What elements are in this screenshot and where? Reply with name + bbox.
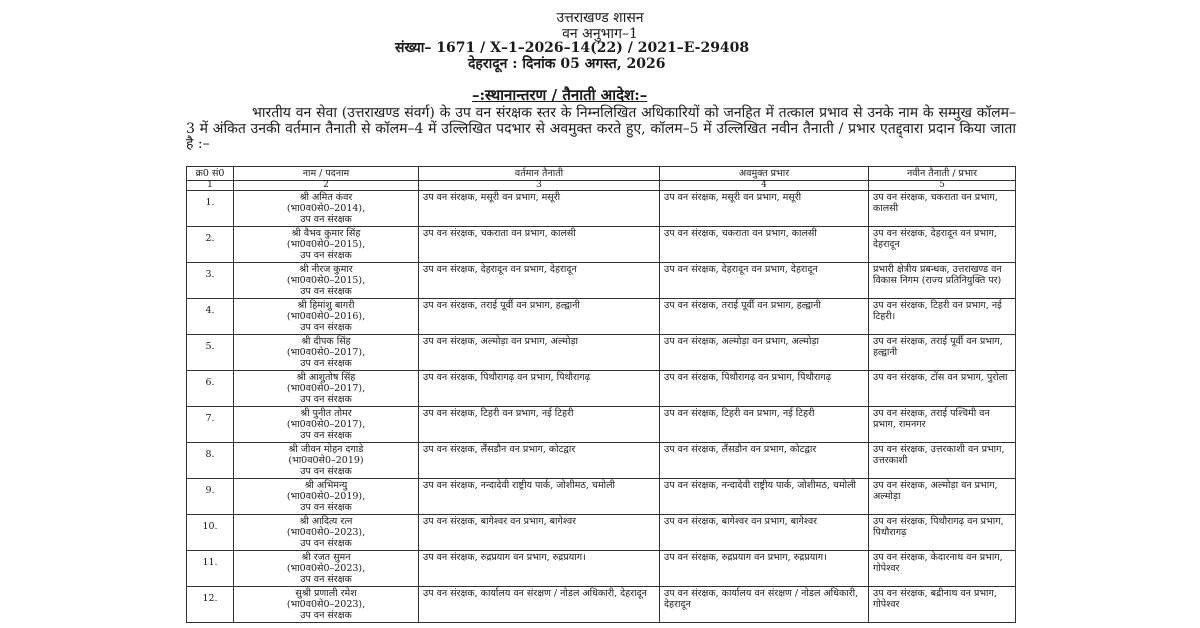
reference-number: संख्या– 1671 / X–1–2026–14(22) / 2021–E-29408 (395, 40, 750, 56)
new-posting: उप वन संरक्षक, पिथौरागढ़ वन प्रभाग, पिथौरागढ़ (869, 515, 1016, 551)
new-posting: प्रभारी क्षेत्रीय प्रबन्धक, उत्तराखण्ड वन विकास निगम (राज्य प्रतिनियुक्ति पर) (869, 263, 1016, 299)
officer-cell (234, 263, 419, 299)
relieved-charge: उप वन संरक्षक, बागेश्वर वन प्रभाग, बागेश्वर (660, 515, 869, 551)
new-posting: उप वन संरक्षक, टिहरी वन प्रभाग, नई टिहरी। (869, 299, 1016, 335)
order-title: –:स्थानान्तरण / तैनाती आदेश:– (472, 86, 648, 104)
officer-batch: (भा0व0से0–2017), (286, 419, 366, 430)
col-header-sn: क्र0 सं0 (187, 167, 234, 181)
row-serial: 12. (187, 587, 234, 623)
officer-name: श्री पुनीत तोमर (300, 408, 352, 419)
officer-batch: (भा0व0से0–2017), (286, 383, 366, 394)
officer-post: उप वन संरक्षक (300, 430, 352, 441)
row-serial: 4. (187, 299, 234, 335)
date-line: देहरादून : दिनांक 05 अगस्त, 2026 (468, 56, 666, 72)
row-serial: 6. (187, 371, 234, 407)
officer-batch: (भा0व0से0–2015), (286, 275, 366, 286)
officer-post: उप वन संरक्षक (300, 250, 352, 261)
new-posting: उप वन संरक्षक, बद्रीनाथ वन प्रभाग, गोपेश्वर (869, 587, 1016, 623)
officer-post: उप वन संरक्षक (300, 574, 352, 585)
current-posting: उप वन संरक्षक, चकराता वन प्रभाग, कालसी (419, 227, 660, 263)
current-posting: उप वन संरक्षक, पिथौरागढ़ वन प्रभाग, पिथौरागढ़ (419, 371, 660, 407)
new-posting: उप वन संरक्षक, अल्मोड़ा वन प्रभाग, अल्मोड़ा (869, 479, 1016, 515)
table-row (187, 191, 1016, 227)
new-posting: उप वन संरक्षक, चकराता वन प्रभाग, कालसी (869, 191, 1016, 227)
current-posting: उप वन संरक्षक, लैंसडौन वन प्रभाग, कोटद्वार (419, 443, 660, 479)
officer-name: श्री आदित्य रत्न (299, 516, 353, 527)
officer-batch: (भा0व0से0–2014), (286, 203, 366, 214)
officer-cell (234, 443, 419, 479)
current-posting: उप वन संरक्षक, कार्यालय वन संरक्षण / नोडल अधिकारी, देहरादून (419, 587, 660, 623)
officer-cell (234, 515, 419, 551)
new-posting: उप वन संरक्षक, तराई पूर्वी वन प्रभाग, हल्द्वानी (869, 335, 1016, 371)
relieved-charge: उप वन संरक्षक, पिथौरागढ़ वन प्रभाग, पिथौरागढ़ (660, 371, 869, 407)
relieved-charge: उप वन संरक्षक, तराई पूर्वी वन प्रभाग, हल्द्वानी (660, 299, 869, 335)
officer-name: श्री रजत सुमन (301, 552, 351, 563)
officer-name: श्री दीपक सिंह (301, 336, 351, 347)
table-row (187, 335, 1016, 371)
row-serial: 5. (187, 335, 234, 371)
officer-post: उप वन संरक्षक (300, 286, 352, 297)
officer-post: उप वन संरक्षक (300, 322, 352, 333)
relieved-charge: उप वन संरक्षक, कार्यालय वन संरक्षण / नोडल अधिकारी, देहरादून (660, 587, 869, 623)
officer-cell (234, 191, 419, 227)
column-number-row (187, 181, 1016, 191)
current-posting: उप वन संरक्षक, तराई पूर्वी वन प्रभाग, हल्द्वानी (419, 299, 660, 335)
current-posting: उप वन संरक्षक, टिहरी वन प्रभाग, नई टिहरी (419, 407, 660, 443)
relieved-charge: उप वन संरक्षक, लैंसडौन वन प्रभाग, कोटद्वार (660, 443, 869, 479)
current-posting: उप वन संरक्षक, बागेश्वर वन प्रभाग, बागेश्वर (419, 515, 660, 551)
relieved-charge: उप वन संरक्षक, चकराता वन प्रभाग, कालसी (660, 227, 869, 263)
row-serial: 7. (187, 407, 234, 443)
table-row (187, 551, 1016, 587)
officer-name: श्री आशुतोष सिंह (296, 372, 356, 383)
col-number: 4 (660, 181, 869, 191)
department-section: वन अनुभाग–1 (562, 26, 638, 42)
officer-cell (234, 407, 419, 443)
officer-batch: (भा0व0से0–2016), (286, 311, 366, 322)
table-row (187, 263, 1016, 299)
officer-post: उप वन संरक्षक (300, 502, 352, 513)
row-serial: 9. (187, 479, 234, 515)
col-number: 1 (187, 181, 234, 191)
table-row (187, 443, 1016, 479)
new-posting: उप वन संरक्षक, तराई पश्चिमी वन प्रभाग, रामनगर (869, 407, 1016, 443)
officer-post: उप वन संरक्षक (300, 358, 352, 369)
table-row (187, 587, 1016, 623)
officer-batch: (भा0व0से0–2023), (286, 527, 366, 538)
officer-cell (234, 335, 419, 371)
officer-post: उप वन संरक्षक (300, 214, 352, 225)
row-serial: 10. (187, 515, 234, 551)
officer-cell (234, 299, 419, 335)
current-posting: उप वन संरक्षक, नन्दादेवी राष्ट्रीय पार्क, जोशीमठ, चमोली (419, 479, 660, 515)
officer-batch: (भा0व0से0–2023), (286, 563, 366, 574)
relieved-charge: उप वन संरक्षक, रुद्रप्रयाग वन प्रभाग, रुद्रप्रयाग। (660, 551, 869, 587)
officer-name: श्री अभिमन्यु (304, 480, 348, 491)
new-posting: उप वन संरक्षक, देहरादून वन प्रभाग, देहरादून (869, 227, 1016, 263)
table-row (187, 407, 1016, 443)
col-number: 5 (869, 181, 1016, 191)
relieved-charge: उप वन संरक्षक, नन्दादेवी राष्ट्रीय पार्क, जोशीमठ, चमोली (660, 479, 869, 515)
row-serial: 11. (187, 551, 234, 587)
officer-name: सुश्री प्रणाली रमेश (295, 588, 357, 599)
table-header-row (187, 167, 1016, 181)
table-row (187, 227, 1016, 263)
table-row (187, 515, 1016, 551)
relieved-charge: उप वन संरक्षक, देहरादून वन प्रभाग, देहरादून (660, 263, 869, 299)
row-serial: 1. (187, 191, 234, 227)
order-paragraph: भारतीय वन सेवा (उत्तराखण्ड संवर्ग) के उप वन संरक्षक स्तर के निम्नलिखित अधिकारियों को जनहित में तत्काल प्रभाव से उनके नाम के सम्मुख कॉलम–3 में अंकित उनकी वर्तमान तैनाती से कॉलम–4 में उल्लिखित पदभार से अवमुक्त करते हुए, कॉलम–5 में उल्लिखित नवीन तैनाती / प्रभार एतद्द्वारा प्रदान किया जाता है :– (186, 105, 1016, 152)
col-header-relieved: अवमुक्त प्रभार (660, 167, 869, 181)
col-header-new: नवीन तैनाती / प्रभार (869, 167, 1016, 181)
current-posting: उप वन संरक्षक, अल्मोड़ा वन प्रभाग, अल्मोड़ा (419, 335, 660, 371)
current-posting: उप वन संरक्षक, मसूरी वन प्रभाग, मसूरी (419, 191, 660, 227)
row-serial: 2. (187, 227, 234, 263)
row-serial: 3. (187, 263, 234, 299)
transfer-table (186, 166, 1016, 623)
officer-name: श्री नीरज कुमार (299, 264, 353, 275)
officer-cell (234, 587, 419, 623)
relieved-charge: उप वन संरक्षक, अल्मोड़ा वन प्रभाग, अल्मोड़ा (660, 335, 869, 371)
government-name: उत्तराखण्ड शासन (556, 10, 644, 26)
officer-post: उप वन संरक्षक (300, 466, 352, 477)
table-row (187, 479, 1016, 515)
col-number: 3 (419, 181, 660, 191)
row-serial: 8. (187, 443, 234, 479)
officer-batch: (भा0व0से0–2015), (286, 239, 366, 250)
officer-cell (234, 479, 419, 515)
officer-post: उप वन संरक्षक (300, 610, 352, 621)
current-posting: उप वन संरक्षक, रुद्रप्रयाग वन प्रभाग, रुद्रप्रयाग। (419, 551, 660, 587)
new-posting: उप वन संरक्षक, केदारनाथ वन प्रभाग, गोपेश्वर (869, 551, 1016, 587)
officer-batch: (भा0व0से0–2019), (286, 491, 366, 502)
table-row (187, 371, 1016, 407)
officer-cell (234, 227, 419, 263)
table-row (187, 299, 1016, 335)
relieved-charge: उप वन संरक्षक, टिहरी वन प्रभाग, नई टिहरी (660, 407, 869, 443)
officer-post: उप वन संरक्षक (300, 394, 352, 405)
col-header-current: वर्तमान तैनाती (419, 167, 660, 181)
officer-cell (234, 551, 419, 587)
officer-name: श्री वैभव कुमार सिंह (291, 228, 361, 239)
new-posting: उप वन संरक्षक, टोंस वन प्रभाग, पुरोला (869, 371, 1016, 407)
officer-name: श्री जीवन मोहन दगाडे (288, 444, 364, 455)
officer-name: श्री हिमांशु बागरी (297, 300, 355, 311)
officer-name: श्री अमित कंवर (299, 192, 353, 203)
col-number: 2 (234, 181, 419, 191)
officer-cell (234, 371, 419, 407)
officer-batch: (भा0व0से0–2019) (288, 455, 364, 466)
new-posting: उप वन संरक्षक, उत्तरकाशी वन प्रभाग, उत्तरकाशी (869, 443, 1016, 479)
current-posting: उप वन संरक्षक, देहरादून वन प्रभाग, देहरादून (419, 263, 660, 299)
col-header-name: नाम / पदनाम (234, 167, 419, 181)
officer-batch: (भा0व0से0–2023), (286, 599, 366, 610)
relieved-charge: उप वन संरक्षक, मसूरी वन प्रभाग, मसूरी (660, 191, 869, 227)
officer-post: उप वन संरक्षक (300, 538, 352, 549)
officer-batch: (भा0व0से0–2017), (286, 347, 366, 358)
